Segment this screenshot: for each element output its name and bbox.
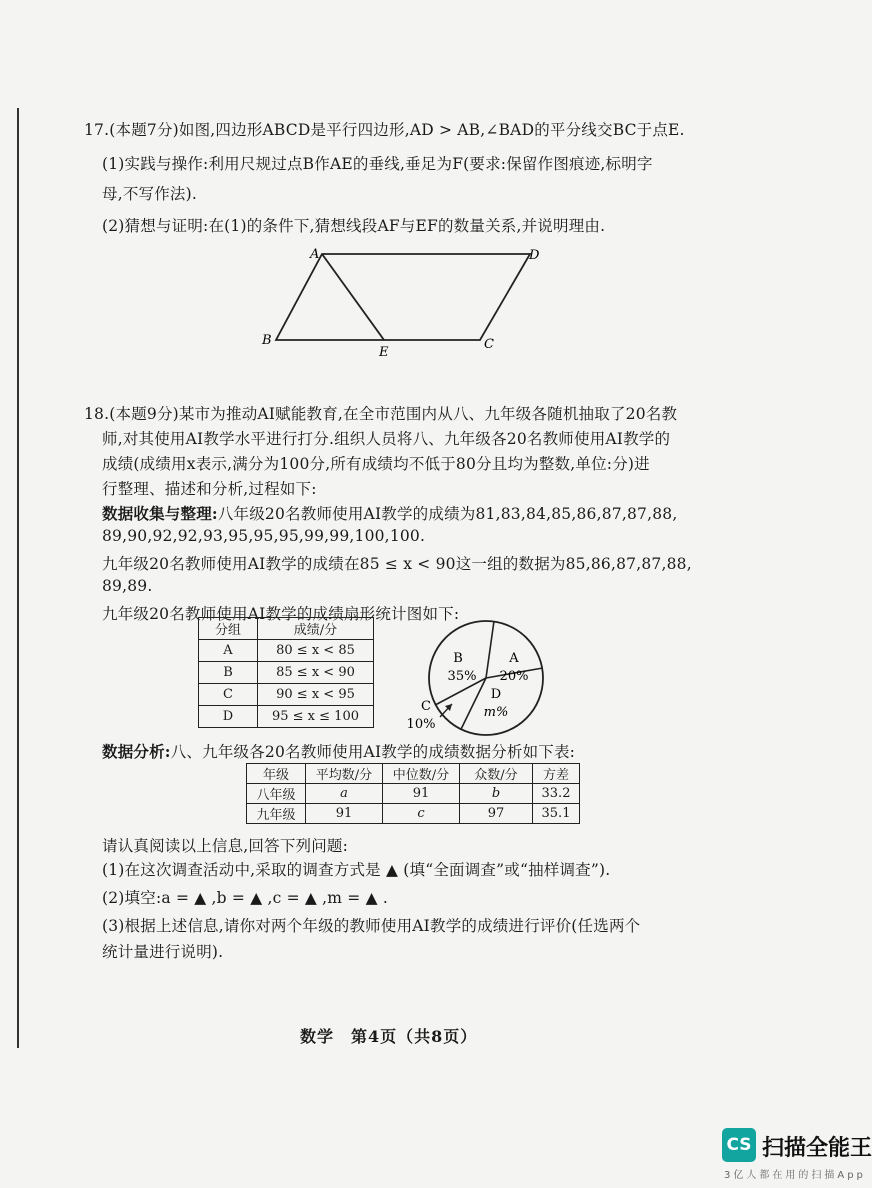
page-margin-line — [17, 108, 19, 1048]
camscanner-title: 扫描全能王 — [762, 1136, 872, 1161]
group-cell: A — [199, 640, 258, 662]
slice-d-label: D — [490, 687, 502, 702]
q18-sub3: (3)根据上述信息,请你对两个年级的教师使用AI教学的成绩进行评价(任选两个 — [102, 917, 641, 935]
analysis-intro — [102, 740, 575, 762]
slice-a-label: A — [509, 651, 519, 666]
group-cell: B — [199, 662, 258, 684]
table-row — [247, 804, 580, 824]
slice-d-value: m% — [483, 705, 509, 720]
q18-data-collection — [102, 502, 677, 524]
table-row — [247, 784, 580, 804]
q17-part2: (2)猜想与证明:在(1)的条件下,猜想线段AF与EF的数量关系,并说明理由. — [102, 217, 606, 235]
median-cell: 91 — [383, 784, 460, 804]
parallelogram-figure — [258, 240, 558, 360]
q18-sub3-cont: 统计量进行说明). — [102, 943, 224, 961]
header-cell: 平均数/分 — [306, 764, 383, 784]
q18-stem-1: 18.(本题9分)某市为推动AI赋能教育,在全市范围内从八、九年级各随机抽取了20名教 — [84, 405, 678, 423]
label-a: A — [310, 247, 320, 262]
range-cell: 95 ≤ x ≤ 100 — [258, 706, 374, 728]
grade9-scores-cont: 89,89. — [102, 577, 153, 595]
q17-stem: 17.(本题7分)如图,四边形ABCD是平行四边形,AD > AB,∠BAD的平分线交BC于点E. — [84, 121, 685, 139]
pie-slice-boundary-a — [486, 622, 494, 678]
pie-chart — [400, 610, 560, 740]
grade9-scores: 九年级20名教师使用AI教学的成绩在85 ≤ x < 90这一组的数据为85,86,87,87,88, — [102, 555, 692, 573]
analysis-heading: 数据分析: — [102, 742, 171, 761]
slice-b-label: B — [453, 651, 463, 666]
table-row — [199, 684, 374, 706]
slice-a-value: 20% — [499, 669, 529, 684]
mean-cell: a — [306, 784, 383, 804]
q18-sub1: (1)在这次调查活动中,采取的调查方式是 ▲ (填“全面调查”或“抽样调查”). — [102, 861, 611, 879]
table-row — [199, 662, 374, 684]
mode-cell: b — [460, 784, 533, 804]
camscanner-subtitle: 3亿人都在用的扫描App — [724, 1170, 866, 1181]
group-table — [198, 617, 374, 728]
segment-ae — [322, 254, 384, 340]
q18-stem-4: 行整理、描述和分析,过程如下: — [102, 480, 317, 498]
group-cell: D — [199, 706, 258, 728]
q17-part1: (1)实践与操作:利用尺规过点B作AE的垂线,垂足为F(要求:保留作图痕迹,标明字 — [102, 155, 653, 173]
grade8-scores-cont: 89,90,92,92,93,95,95,95,99,99,100,100. — [102, 527, 426, 545]
pie-chart-intro: 九年级20名教师使用AI教学的成绩扇形统计图如下: — [102, 605, 460, 623]
read-instruction: 请认真阅读以上信息,回答下列问题: — [102, 837, 349, 855]
table-row — [199, 706, 374, 728]
range-cell: 90 ≤ x < 95 — [258, 684, 374, 706]
header-cell: 方差 — [533, 764, 580, 784]
label-c: C — [484, 337, 494, 352]
mean-cell: 91 — [306, 804, 383, 824]
header-cell: 众数/分 — [460, 764, 533, 784]
slice-c-label: C — [421, 699, 431, 714]
q18-stem-2: 师,对其使用AI教学水平进行打分.组织人员将八、九年级各20名教师使用AI教学的 — [102, 430, 671, 448]
mode-cell: 97 — [460, 804, 533, 824]
q18-stem-3: 成绩(成绩用x表示,满分为100分,所有成绩均不低于80分且均为整数,单位:分)进 — [102, 455, 650, 473]
table-row — [199, 640, 374, 662]
group-table-header — [199, 618, 374, 640]
range-cell: 80 ≤ x < 85 — [258, 640, 374, 662]
slice-c-value: 10% — [406, 717, 436, 732]
variance-cell: 35.1 — [533, 804, 580, 824]
analysis-desc: 八、九年级各20名教师使用AI教学的成绩数据分析如下表: — [170, 743, 576, 761]
range-cell: 85 ≤ x < 90 — [258, 662, 374, 684]
median-cell: c — [383, 804, 460, 824]
analysis-table — [246, 763, 580, 824]
label-b: B — [262, 333, 272, 348]
q18-sub2: (2)填空:a = ▲ ,b = ▲ ,c = ▲ ,m = ▲ . — [102, 889, 388, 907]
q17-part1-cont: 母,不写作法). — [102, 185, 198, 203]
label-d: D — [529, 248, 540, 263]
variance-cell: 33.2 — [533, 784, 580, 804]
pie-slice-boundary-c — [461, 678, 486, 729]
analysis-table-header — [247, 764, 580, 784]
parallelogram-abcd — [276, 254, 530, 340]
page-footer: 数学 第4页（共8页） — [300, 1027, 478, 1046]
header-cell: 中位数/分 — [383, 764, 460, 784]
grade-cell: 九年级 — [247, 804, 306, 824]
group-header-cell: 分组 — [199, 618, 258, 640]
grade-cell: 八年级 — [247, 784, 306, 804]
group-cell: C — [199, 684, 258, 706]
slice-b-value: 35% — [447, 669, 477, 684]
label-e: E — [379, 345, 389, 360]
camscanner-logo: CS — [722, 1128, 756, 1162]
grade8-scores: 八年级20名教师使用AI教学的成绩为81,83,84,85,86,87,87,88, — [217, 505, 678, 523]
data-collection-heading: 数据收集与整理: — [102, 504, 218, 523]
score-header-cell: 成绩/分 — [258, 618, 374, 640]
header-cell: 年级 — [247, 764, 306, 784]
